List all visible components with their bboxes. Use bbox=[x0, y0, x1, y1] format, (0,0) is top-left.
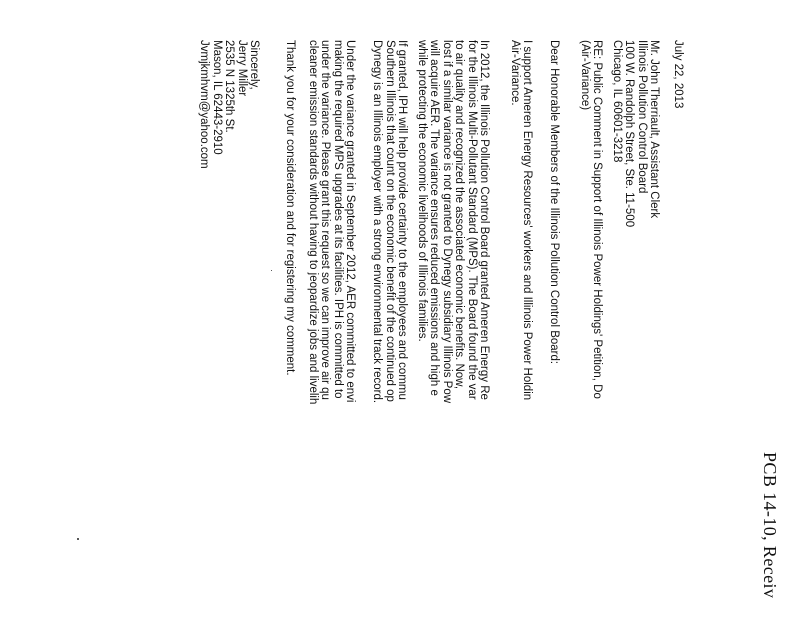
scan-speck bbox=[77, 538, 79, 540]
signature-line: Jvmjkmhvm@yahoo.com bbox=[198, 40, 211, 169]
paragraph-line: lost if a similar variance is not granted to Dynegy subsidiary Illinois Pow bbox=[440, 40, 453, 404]
paragraph-line: Southern Illinois that count on the economic benefit of the continued op bbox=[383, 40, 396, 402]
signature-block bbox=[198, 40, 260, 169]
address-line: Chicago, IL 60601-3218 bbox=[610, 40, 623, 163]
paragraph-line: If granted, IPH will help provide certainty to the employees and commu bbox=[396, 40, 408, 400]
received-stamp: PCB 14-10, Receiv bbox=[760, 452, 780, 599]
paragraph-line: Under the variance granted in September 2012, AER committed to envi bbox=[344, 40, 356, 403]
address-line: Illinois Pollution Control Board bbox=[635, 40, 648, 194]
paragraph-line: while protecting the economic livelihoods of Illinois families. bbox=[415, 40, 428, 342]
signature-line: Sincerely, bbox=[248, 40, 260, 90]
subject-line bbox=[578, 40, 603, 399]
scan-speck bbox=[271, 270, 272, 271]
subject-text: (Air-Variance) bbox=[578, 40, 591, 111]
salutation: Dear Honorable Members of the Illinois Pollution Control Board: bbox=[548, 40, 560, 365]
paragraph-line: to air quality and recognized the associated economic benefits. Now, bbox=[453, 40, 466, 390]
paragraph-line: making the required MPS upgrades at its facilities. IPH is committed to bbox=[331, 40, 344, 399]
address-line: Mr. John Therriault, Assistant Clerk bbox=[648, 40, 660, 219]
paragraph-three bbox=[306, 40, 356, 404]
address-line: 100 W. Randolph Street, Ste. 11-500 bbox=[623, 40, 636, 228]
paragraph-line: cleaner emission standards without having to jeopardize jobs and livelih bbox=[306, 40, 319, 405]
signature-line: Mason, IL 62443-2910 bbox=[210, 40, 223, 155]
paragraph-line: I support Ameren Energy Resources' workers and Illinois Power Holdin bbox=[521, 40, 533, 401]
paragraph-line: will acquire AER. The variance ensures reduced emissions and high e bbox=[428, 40, 441, 396]
paragraph-two bbox=[371, 40, 408, 403]
recipient-address bbox=[610, 40, 660, 227]
paragraph-one bbox=[416, 40, 490, 403]
paragraph-line: for the Illinois Multi-Pollutant Standard (MPS). The Board found the var bbox=[465, 40, 478, 400]
paragraph-line: Air-Variance. bbox=[508, 40, 521, 106]
signature-line: 2535 N 1325th St. bbox=[223, 40, 236, 133]
paragraph-line: In 2012, the Illinois Pollution Control Board granted Ameren Energy Re bbox=[478, 40, 490, 400]
closing-paragraph: Thank you for your consideration and for registering my comment. bbox=[284, 40, 296, 376]
paragraph-line: under the variance. Please grant this request so we can improve air qu bbox=[319, 40, 332, 400]
letter-date: July 22, 2013 bbox=[672, 40, 684, 109]
subject-text: RE: Public Comment in Support of Illinois Power Holdings' Petition, Do bbox=[591, 40, 603, 399]
signature-line: Jerry Miller bbox=[235, 40, 248, 97]
paragraph-line: Dynegy is an Illinois employer with a strong environmental track record. bbox=[371, 40, 384, 404]
intro-paragraph bbox=[508, 40, 533, 400]
